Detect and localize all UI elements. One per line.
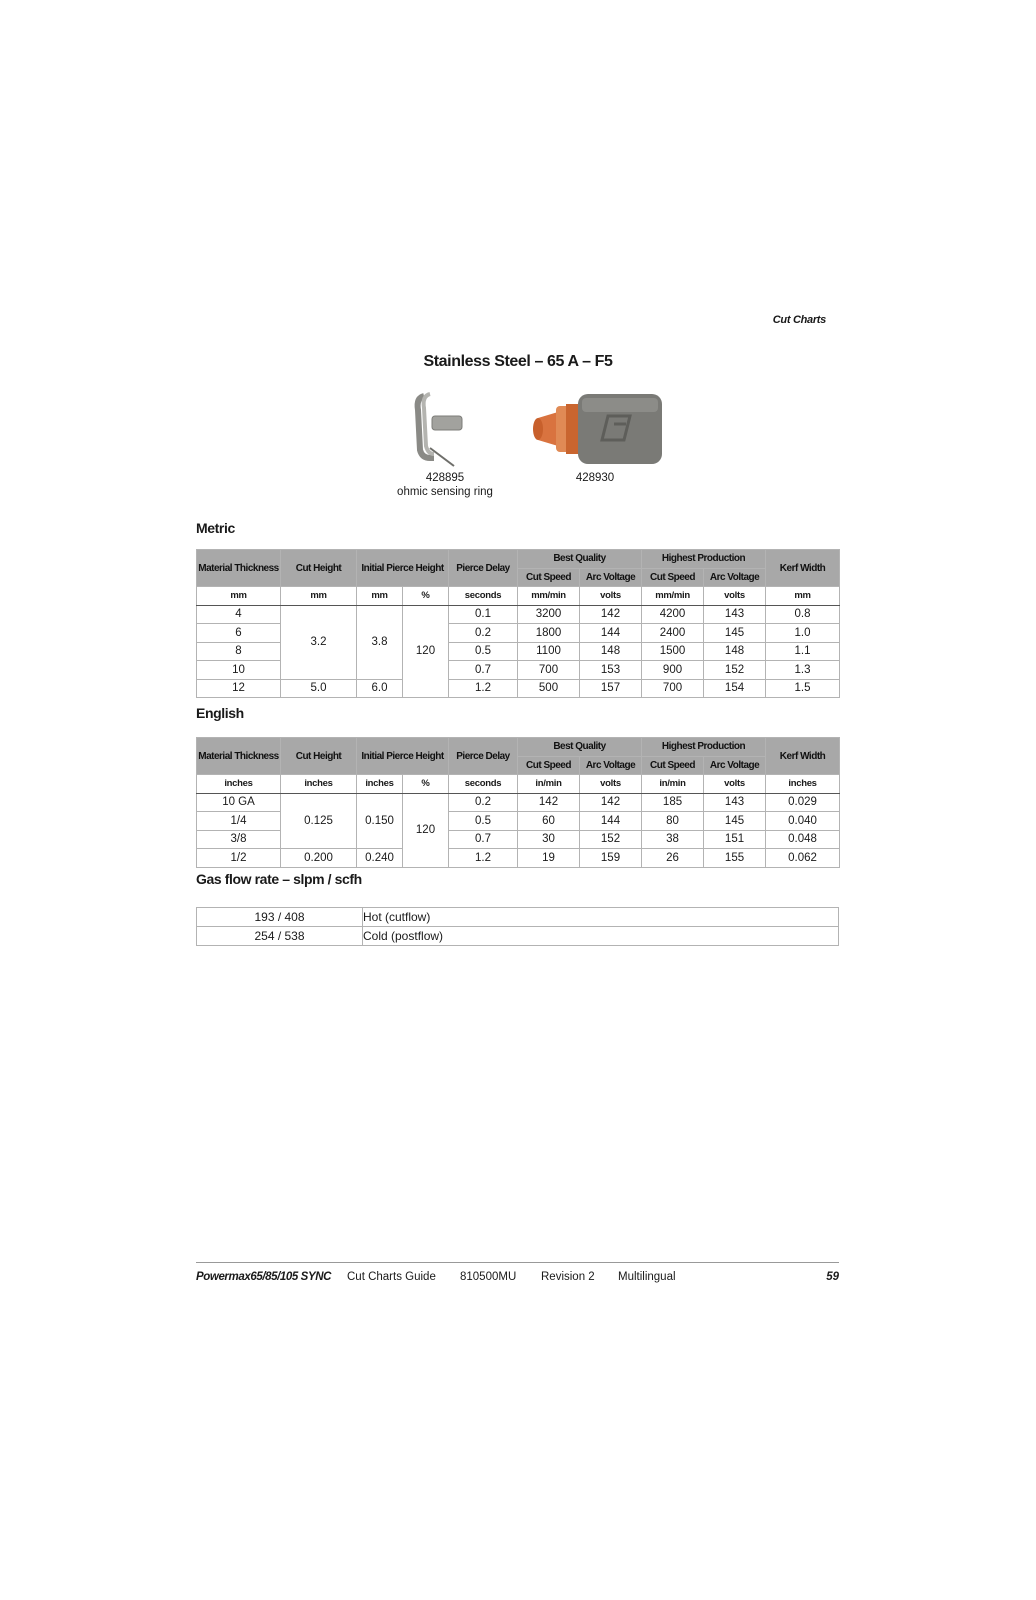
gas-flow-table: [196, 907, 839, 946]
footer-revision: Revision 2: [541, 1271, 595, 1283]
unit-cell: seconds: [449, 775, 518, 794]
part-number: 428930: [575, 472, 615, 484]
cut-height-cell: 0.200: [281, 849, 357, 868]
footer-part-number: 810500MU: [460, 1271, 517, 1283]
bq-speed-cell: 700: [518, 661, 580, 680]
thickness-cell: 10: [197, 661, 281, 680]
unit-cell: inches: [766, 775, 840, 794]
thickness-cell: 3/8: [197, 830, 281, 849]
pierce-height-cell: 0.240: [357, 849, 403, 868]
cartridge-image: [518, 388, 668, 470]
best-quality-header: Best Quality: [518, 550, 642, 569]
unit-cell: volts: [580, 587, 642, 606]
bq-speed-cell: 60: [518, 812, 580, 831]
pierce-height-cell: 6.0: [357, 679, 403, 698]
unit-cell: mm: [766, 587, 840, 606]
kerf-width-header: Kerf Width: [766, 738, 840, 775]
pierce-delay-cell: 1.2: [449, 849, 518, 868]
pierce-delay-cell: 0.2: [449, 624, 518, 643]
table-row: [197, 605, 840, 624]
unit-cell: mm/min: [642, 587, 704, 606]
table-row: [197, 793, 840, 812]
unit-cell: seconds: [449, 587, 518, 606]
hp-speed-cell: 900: [642, 661, 704, 680]
table-row: [197, 927, 839, 946]
kerf-cell: 1.5: [766, 679, 840, 698]
pierce-delay-header: Pierce Delay: [449, 550, 518, 587]
cut-speed-header: Cut Speed: [518, 756, 580, 775]
bq-speed-cell: 1800: [518, 624, 580, 643]
kerf-width-header: Kerf Width: [766, 550, 840, 587]
part-label-ring: [380, 472, 510, 498]
units-row: [197, 775, 840, 794]
thickness-cell: 6: [197, 624, 281, 643]
unit-cell: inches: [357, 775, 403, 794]
kerf-cell: 0.040: [766, 812, 840, 831]
bq-voltage-cell: 144: [580, 624, 642, 643]
unit-cell: %: [403, 775, 449, 794]
bq-voltage-cell: 153: [580, 661, 642, 680]
units-row: [197, 587, 840, 606]
pierce-delay-cell: 0.5: [449, 642, 518, 661]
cut-height-header: Cut Height: [281, 550, 357, 587]
hp-speed-cell: 185: [642, 793, 704, 812]
hp-speed-cell: 26: [642, 849, 704, 868]
arc-voltage-header: Arc Voltage: [580, 756, 642, 775]
footer-language: Multilingual: [618, 1271, 676, 1283]
kerf-cell: 0.029: [766, 793, 840, 812]
english-table: [196, 737, 840, 868]
unit-cell: %: [403, 587, 449, 606]
kerf-cell: 1.3: [766, 661, 840, 680]
cut-speed-header: Cut Speed: [642, 756, 704, 775]
kerf-cell: 0.8: [766, 605, 840, 624]
pierce-height-cell: 0.150: [357, 793, 403, 849]
bq-voltage-cell: 157: [580, 679, 642, 698]
english-heading: English: [196, 705, 244, 721]
unit-cell: inches: [281, 775, 357, 794]
header-row: [197, 738, 840, 757]
gas-flow-value: 254 / 538: [197, 927, 363, 946]
hp-voltage-cell: 154: [704, 679, 766, 698]
pierce-percent-cell: 120: [403, 605, 449, 698]
thickness-cell: 10 GA: [197, 793, 281, 812]
cut-speed-header: Cut Speed: [642, 568, 704, 587]
table-row: [197, 679, 840, 698]
part-label-cartridge: [530, 472, 660, 484]
table-row: [197, 849, 840, 868]
gas-flow-heading: Gas flow rate – slpm / scfh: [196, 871, 362, 887]
metric-table: [196, 549, 840, 698]
hp-speed-cell: 4200: [642, 605, 704, 624]
thickness-cell: 1/4: [197, 812, 281, 831]
arc-voltage-header: Arc Voltage: [580, 568, 642, 587]
pierce-percent-cell: 120: [403, 793, 449, 867]
bq-voltage-cell: 142: [580, 605, 642, 624]
unit-cell: mm/min: [518, 587, 580, 606]
pierce-delay-header: Pierce Delay: [449, 738, 518, 775]
hp-speed-cell: 80: [642, 812, 704, 831]
cut-height-cell: 0.125: [281, 793, 357, 849]
bq-speed-cell: 500: [518, 679, 580, 698]
part-number: 428895: [425, 472, 465, 484]
bq-voltage-cell: 142: [580, 793, 642, 812]
table-row: [197, 908, 839, 927]
bq-speed-cell: 3200: [518, 605, 580, 624]
page-number: 59: [826, 1271, 839, 1283]
unit-cell: volts: [704, 587, 766, 606]
bq-speed-cell: 19: [518, 849, 580, 868]
thickness-cell: 12: [197, 679, 281, 698]
best-quality-header: Best Quality: [518, 738, 642, 757]
material-thickness-header: Material Thickness: [197, 550, 281, 587]
gas-flow-value: 193 / 408: [197, 908, 363, 927]
unit-cell: mm: [357, 587, 403, 606]
kerf-cell: 1.1: [766, 642, 840, 661]
bq-speed-cell: 142: [518, 793, 580, 812]
arc-voltage-header: Arc Voltage: [704, 568, 766, 587]
hp-voltage-cell: 155: [704, 849, 766, 868]
unit-cell: mm: [281, 587, 357, 606]
hp-voltage-cell: 145: [704, 624, 766, 643]
bq-voltage-cell: 152: [580, 830, 642, 849]
hp-voltage-cell: 148: [704, 642, 766, 661]
unit-cell: volts: [580, 775, 642, 794]
hp-voltage-cell: 152: [704, 661, 766, 680]
hp-voltage-cell: 145: [704, 812, 766, 831]
hp-speed-cell: 700: [642, 679, 704, 698]
hp-speed-cell: 2400: [642, 624, 704, 643]
pierce-delay-cell: 0.2: [449, 793, 518, 812]
hp-speed-cell: 38: [642, 830, 704, 849]
thickness-cell: 4: [197, 605, 281, 624]
cut-height-cell: 5.0: [281, 679, 357, 698]
kerf-cell: 1.0: [766, 624, 840, 643]
gas-flow-label: Hot (cutflow): [363, 908, 839, 927]
unit-cell: in/min: [518, 775, 580, 794]
arc-voltage-header: Arc Voltage: [704, 756, 766, 775]
bq-voltage-cell: 148: [580, 642, 642, 661]
highest-production-header: Highest Production: [642, 550, 766, 569]
cut-speed-header: Cut Speed: [518, 568, 580, 587]
kerf-cell: 0.062: [766, 849, 840, 868]
pierce-height-cell: 3.8: [357, 605, 403, 679]
material-thickness-header: Material Thickness: [197, 738, 281, 775]
footer-divider: [196, 1262, 839, 1263]
section-header: Cut Charts: [772, 314, 826, 326]
thickness-cell: 1/2: [197, 849, 281, 868]
bq-speed-cell: 30: [518, 830, 580, 849]
initial-pierce-height-header: Initial Pierce Height: [357, 550, 449, 587]
thickness-cell: 8: [197, 642, 281, 661]
cut-height-cell: 3.2: [281, 605, 357, 679]
part-description: ohmic sensing ring: [397, 486, 493, 498]
footer-guide: Cut Charts Guide: [347, 1271, 436, 1283]
initial-pierce-height-header: Initial Pierce Height: [357, 738, 449, 775]
bq-speed-cell: 1100: [518, 642, 580, 661]
pierce-delay-cell: 0.5: [449, 812, 518, 831]
footer-product: Powermax65/85/105 SYNC: [196, 1271, 332, 1283]
kerf-cell: 0.048: [766, 830, 840, 849]
pierce-delay-cell: 0.7: [449, 830, 518, 849]
metric-heading: Metric: [196, 520, 235, 536]
pierce-delay-cell: 0.7: [449, 661, 518, 680]
hp-voltage-cell: 143: [704, 605, 766, 624]
bq-voltage-cell: 144: [580, 812, 642, 831]
header-row: [197, 550, 840, 569]
bq-voltage-cell: 159: [580, 849, 642, 868]
highest-production-header: Highest Production: [642, 738, 766, 757]
unit-cell: volts: [704, 775, 766, 794]
gas-flow-label: Cold (postflow): [363, 927, 839, 946]
unit-cell: mm: [197, 587, 281, 606]
pierce-delay-cell: 1.2: [449, 679, 518, 698]
unit-cell: in/min: [642, 775, 704, 794]
pierce-delay-cell: 0.1: [449, 605, 518, 624]
hp-voltage-cell: 143: [704, 793, 766, 812]
unit-cell: inches: [197, 775, 281, 794]
hp-voltage-cell: 151: [704, 830, 766, 849]
ohmic-ring-image: [410, 388, 474, 468]
cut-height-header: Cut Height: [281, 738, 357, 775]
page-title: Stainless Steel – 65 A – F5: [423, 353, 613, 370]
hp-speed-cell: 1500: [642, 642, 704, 661]
